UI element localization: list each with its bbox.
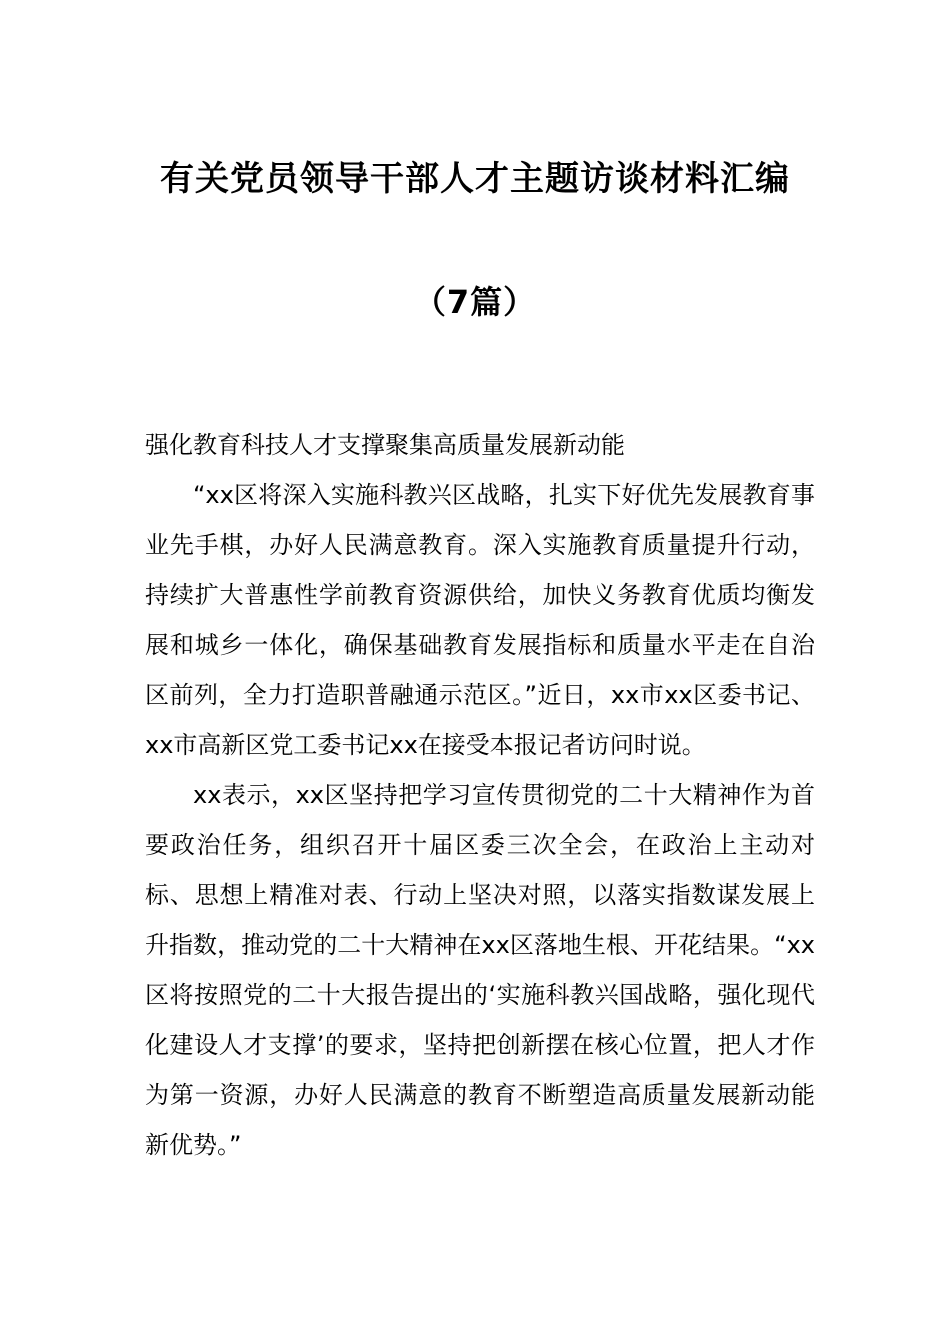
document-title: 有关党员领导干部人才主题访谈材料汇编 [160,159,790,199]
document-body [145,420,815,1170]
paragraph-1: “xx区将深入实施科教兴区战略，扎实下好优先发展教育事业先手棋，办好人民满意教育。深入实施教育质量提升行动，持续扩大普惠性学前教育资源供给，加快义务教育优质均衡发展和城乡一体化，确保基础教育发展指标和质量水平走在自治区前列，全力打造职普融通示范区。”近日，xx市xx区委书记、xx市高新区党工委书记xx在接受本报记者访问时说。 [145,481,815,759]
document-subtitle: （7篇） [413,283,537,321]
paragraph-2: xx表示，xx区坚持把学习宣传贯彻党的二十大精神作为首要政治任务，组织召开十届区委三次全会，在政治上主动对标、思想上精准对表、行动上坚决对照，以落实指数谋发展上升指数，推动党的二十大精神在xx区落地生根、开花结果。“xx区将按照党的二十大报告提出的‘实施科教兴国战略，强化现代化建设人才支撑’的要求，坚持把创新摆在核心位置，把人才作为第一资源，办好人民满意的教育不断塑造高质量发展新动能新优势。” [145,781,815,1159]
section-heading: 强化教育科技人才支撑聚集高质量发展新动能 [145,431,625,459]
